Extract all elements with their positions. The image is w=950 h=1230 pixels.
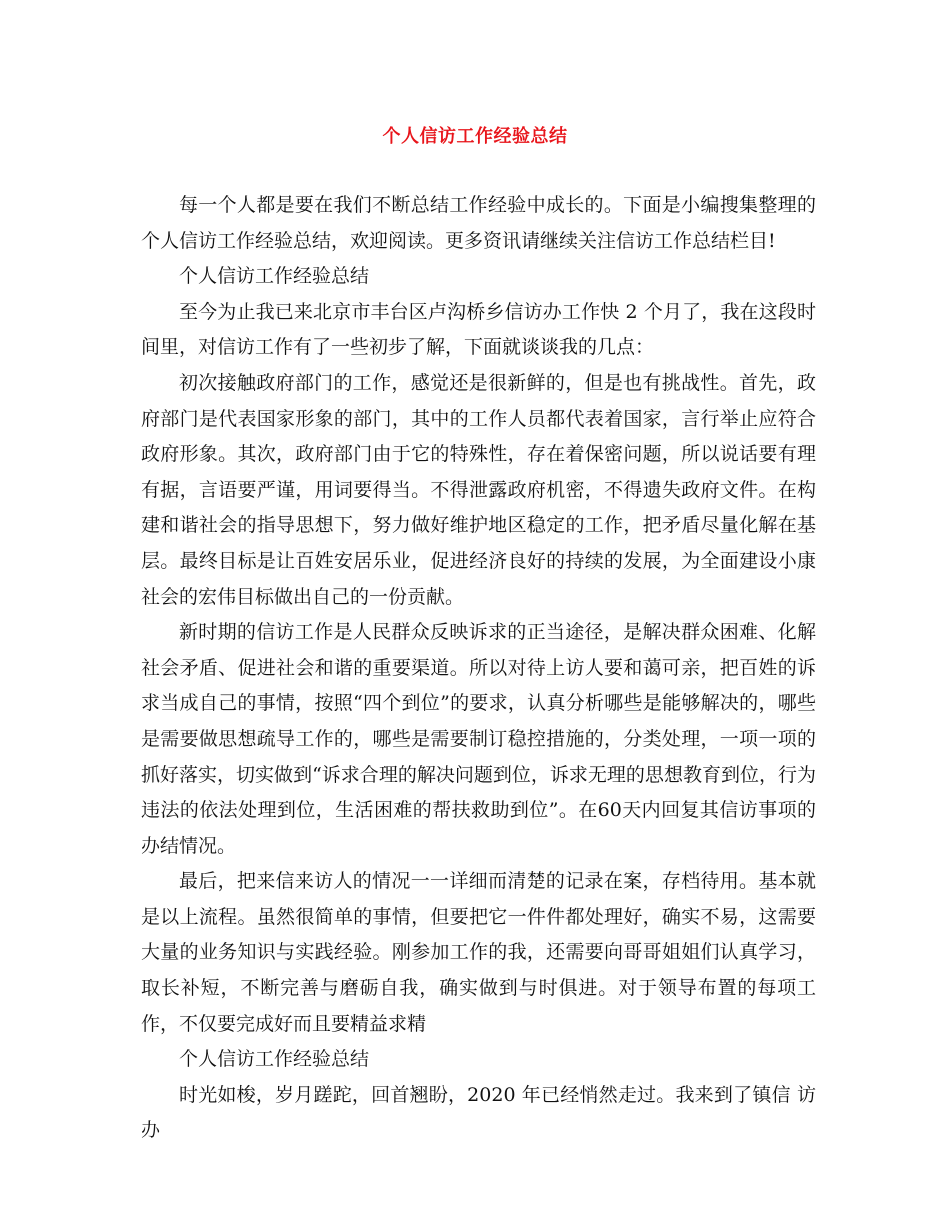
paragraph-heading: 个人信访工作经验总结 xyxy=(179,1048,370,1071)
paragraph-intro: 每一个人都是要在我们不断总结工作经验中成长的。下面是小编搜集整理的个人信访工作经验总结，欢迎阅读。更多资讯请继续关注信访工作总结栏目! xyxy=(141,194,816,252)
paragraph: 新时期的信访工作是人民群众反映诉求的正当途径，是解决群众困难、化解社会矛盾、促进社会和谐的重要渠道。所以对待上访人要和蔼可亲，把百姓的诉求当成自己的事情，按照“四个到位”的要求，认真分析哪些是能够解决的，哪些是需要做思想疏导工作的，哪些是需要制订稳控措施的，分类处理，一项一项的抓好落实，切实做到“诉求合理的解决问题到位，诉求无理的思想教育到位，行为违法的依法处理到位，生活困难的帮扶救助到位”。在60天内回复其信访事项的办结情况。 xyxy=(141,621,816,857)
paragraph-heading: 个人信访工作经验总结 xyxy=(179,265,370,288)
paragraph: 至今为止我已来北京市丰台区卢沟桥乡信访办工作快 2 个月了，我在这段时间里，对信访工作有了一些初步了解，下面就谈谈我的几点： xyxy=(141,300,816,359)
document-title: 个人信访工作经验总结 xyxy=(382,126,568,147)
document-body xyxy=(141,188,816,1149)
paragraph: 初次接触政府部门的工作，感觉还是很新鲜的，但是也有挑战性。首先，政府部门是代表国家形象的部门，其中的工作人员都代表着国家，言行举止应符合政府形象。其次，政府部门由于它的特殊性，存在着保密问题，所以说话要有理有据，言语要严谨，用词要得当。不得泄露政府机密，不得遗失政府文件。在构建和谐社会的指导思想下，努力做好维护地区稳定的工作，把矛盾尽量化解在基层。最终目标是让百姓安居乐业，促进经济良好的持续的发展，为全面建设小康社会的宏伟目标做出自己的一份贡献。 xyxy=(141,371,816,608)
paragraph: 最后，把来信来访人的情况一一详细而清楚的记录在案，存档待用。基本就是以上流程。虽然很简单的事情，但要把它一件件都处理好，确实不易，这需要大量的业务知识与实践经验。刚参加工作的我，还需要向哥哥姐姐们认真学习，取长补短，不断完善与磨砺自我，确实做到与时俱进。对于领导布置的每项工作，不仅要完成好而且要精益求精 xyxy=(141,870,816,1035)
paragraph: 时光如梭，岁月蹉跎，回首翘盼，2020 年已经悄然走过。我来到了镇信 访办 xyxy=(141,1083,816,1142)
